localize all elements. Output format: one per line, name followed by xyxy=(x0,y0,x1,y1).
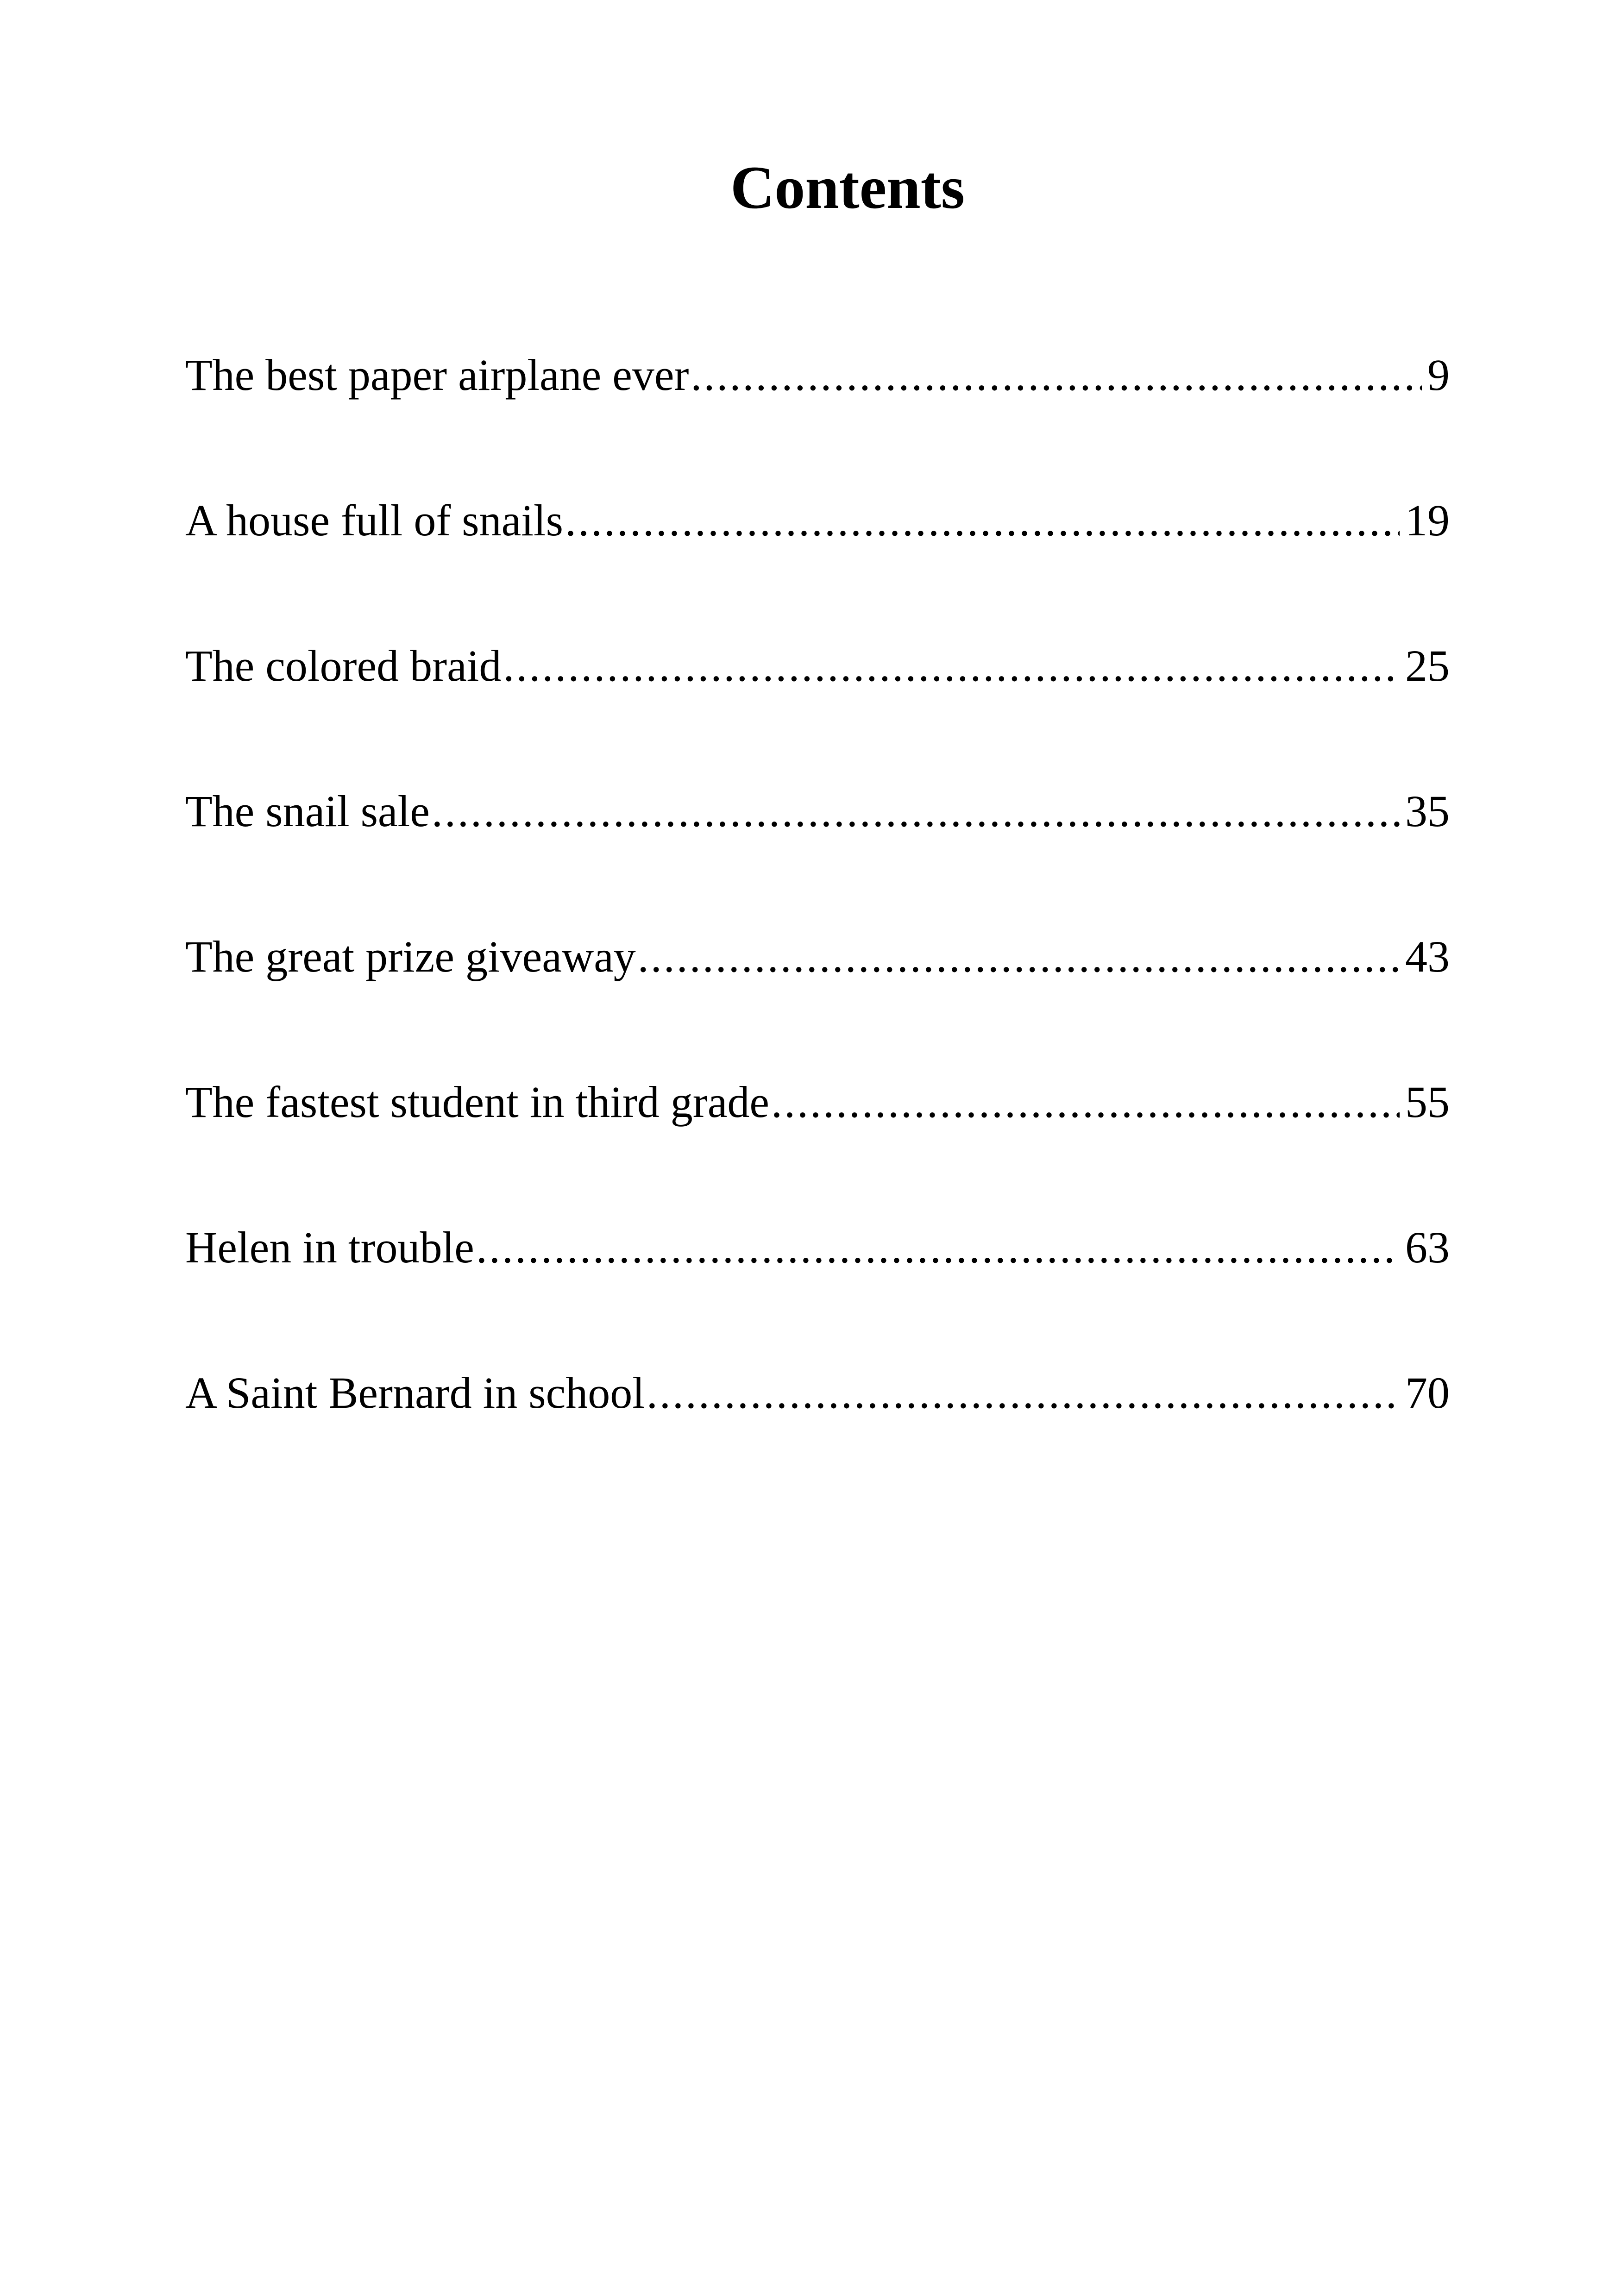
table-of-contents xyxy=(185,343,1450,1506)
toc-entry-page: 19 xyxy=(1405,496,1450,545)
toc-entry-page: 43 xyxy=(1405,932,1450,981)
toc-entry xyxy=(185,1361,1450,1506)
dot-leader xyxy=(771,1070,1400,1135)
toc-entry-page: 55 xyxy=(1405,1077,1450,1127)
toc-entry-title: The colored braid xyxy=(185,641,502,690)
dot-leader xyxy=(503,634,1400,698)
toc-entry xyxy=(185,1070,1450,1215)
toc-entry-title: The best paper airplane ever xyxy=(185,350,689,400)
dot-leader xyxy=(691,343,1422,408)
toc-entry-title: The fastest student in third grade xyxy=(185,1077,769,1127)
toc-entry-page: 25 xyxy=(1405,641,1450,690)
toc-entry-page: 70 xyxy=(1405,1368,1450,1418)
dot-leader xyxy=(638,924,1400,989)
toc-entry xyxy=(185,924,1450,1070)
dot-leader xyxy=(432,779,1400,844)
toc-entry-title: A Saint Bernard in school xyxy=(185,1368,645,1418)
toc-entry-title: Helen in trouble xyxy=(185,1223,474,1272)
toc-entry-title: The great prize giveaway xyxy=(185,932,636,981)
toc-entry xyxy=(185,343,1450,488)
dot-leader xyxy=(476,1215,1400,1280)
toc-entry-title: A house full of snails xyxy=(185,496,563,545)
toc-entry-page: 63 xyxy=(1405,1223,1450,1272)
dot-leader xyxy=(647,1361,1400,1425)
page-title: Contents xyxy=(730,153,965,221)
toc-entry-title: The snail sale xyxy=(185,786,430,836)
toc-entry-page: 9 xyxy=(1427,350,1450,400)
toc-entry xyxy=(185,1215,1450,1361)
toc-entry xyxy=(185,488,1450,634)
dot-leader xyxy=(565,488,1400,553)
toc-entry xyxy=(185,634,1450,779)
toc-entry xyxy=(185,779,1450,924)
toc-entry-page: 35 xyxy=(1405,786,1450,836)
